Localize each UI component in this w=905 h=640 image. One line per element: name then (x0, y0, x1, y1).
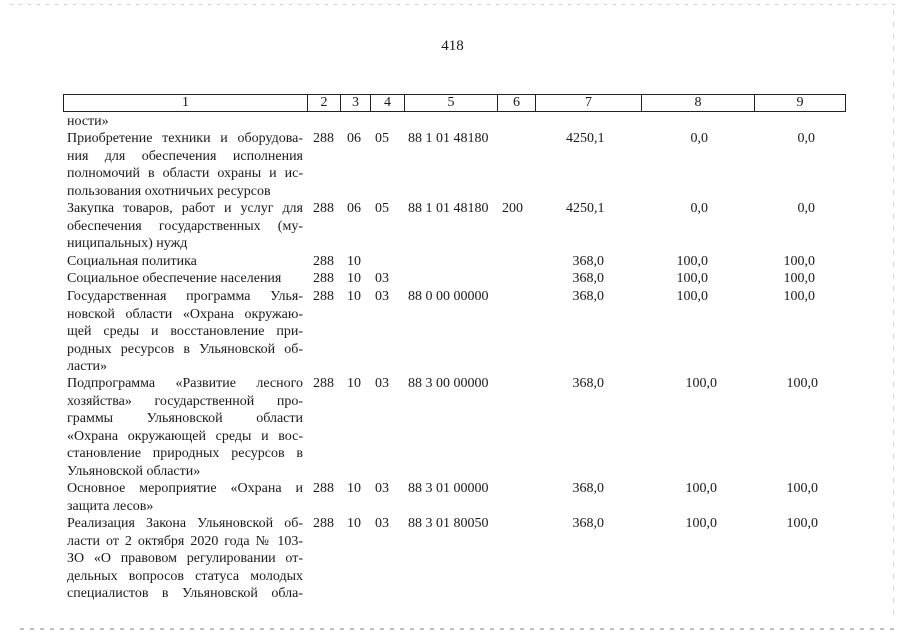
description-line: щей среды и восстановление при- (67, 324, 303, 339)
description-line: ности» (67, 114, 109, 129)
description-line: ласти» (67, 359, 108, 374)
description-line: Приобретение техники и оборудова- (67, 131, 303, 146)
cell-col-5: 88 0 00 00000 (408, 289, 489, 304)
cell-col-4: 03 (375, 376, 389, 391)
cell-col-5: 88 3 01 80050 (408, 516, 489, 531)
cell-col-4: 03 (375, 481, 389, 496)
description-line: специалистов в Ульяновской обла- (67, 586, 303, 601)
row-description (67, 253, 303, 271)
description-line: Социальное обеспечение населения (67, 271, 282, 286)
cell-col-2: 288 (313, 254, 334, 269)
description-line: Реализация Закона Ульяновской об- (67, 516, 303, 531)
cell-col-8: 0,0 (690, 201, 708, 216)
description-line: защита лесов» (67, 498, 154, 514)
header-col-5: 5 (405, 95, 498, 111)
description-line: ниципальных) нужд (67, 236, 188, 251)
description-line: ласти от 2 октября 2020 года № 103- (67, 533, 303, 549)
cell-col-2: 288 (313, 289, 334, 304)
cell-col-9: 0,0 (797, 131, 815, 146)
header-col-1: 1 (64, 95, 308, 111)
cell-col-6: 200 (502, 201, 523, 216)
description-line: «Охрана окружающей среды и вос- (67, 428, 303, 444)
description-line: Закупка товаров, работ и услуг для (67, 201, 303, 216)
cell-col-7: 4250,1 (566, 131, 605, 146)
table-header-row (63, 94, 846, 112)
cell-col-9: 0,0 (797, 201, 815, 216)
cell-col-9: 100,0 (786, 516, 818, 531)
cell-col-3: 10 (347, 289, 361, 304)
description-line: Подпрограмма «Развитие лесного (67, 376, 303, 391)
row-description (67, 130, 303, 200)
cell-col-2: 288 (313, 201, 334, 216)
row-description (67, 375, 303, 480)
header-col-6: 6 (498, 95, 536, 111)
description-line: обеспечения государственных (му- (67, 218, 303, 234)
header-col-9: 9 (796, 95, 804, 110)
header-col-3: 3 (341, 95, 371, 111)
description-line: граммы Ульяновской области (67, 411, 303, 426)
description-line: пользования охотничьих ресурсов (67, 183, 271, 199)
row-description (67, 515, 303, 603)
row-description (67, 113, 303, 131)
description-line: хозяйства» государственной про- (67, 393, 303, 409)
cell-col-8: 100,0 (676, 289, 708, 304)
cell-col-4: 03 (375, 271, 389, 286)
cell-col-5: 88 1 01 48180 (408, 201, 489, 216)
cell-col-7: 368,0 (572, 289, 604, 304)
cell-col-7: 368,0 (572, 254, 604, 269)
description-line: дельных вопросов статуса молодых (67, 568, 303, 584)
cell-col-2: 288 (313, 271, 334, 286)
description-line: ния для обеспечения исполнения (67, 148, 303, 164)
cell-col-3: 06 (347, 131, 361, 146)
cell-col-4: 03 (375, 516, 389, 531)
cell-col-4: 03 (375, 289, 389, 304)
row-description (67, 200, 303, 253)
cell-col-7: 368,0 (572, 516, 604, 531)
cell-col-8: 0,0 (690, 131, 708, 146)
description-line: ЗО «О правовом регулировании от- (67, 551, 303, 566)
cell-col-3: 10 (347, 376, 361, 391)
description-line: Основное мероприятие «Охрана и (67, 481, 303, 496)
page-number: 418 (441, 38, 464, 54)
cell-col-9: 100,0 (783, 254, 815, 269)
cell-col-2: 288 (313, 131, 334, 146)
cell-col-9: 100,0 (786, 376, 818, 391)
cell-col-7: 368,0 (572, 481, 604, 496)
cell-col-3: 10 (347, 254, 361, 269)
description-line: Государственная программа Улья- (67, 289, 303, 304)
description-line: становление природных ресурсов в (67, 446, 303, 461)
cell-col-7: 368,0 (572, 376, 604, 391)
cell-col-5: 88 1 01 48180 (408, 131, 489, 146)
cell-col-8: 100,0 (685, 516, 717, 531)
cell-col-3: 10 (347, 516, 361, 531)
cell-col-9: 100,0 (783, 289, 815, 304)
description-line: Социальная политика (67, 254, 197, 269)
cell-col-4: 05 (375, 201, 389, 216)
cell-col-8: 100,0 (685, 481, 717, 496)
cell-col-4: 05 (375, 131, 389, 146)
row-description (67, 270, 303, 288)
cell-col-2: 288 (313, 481, 334, 496)
cell-col-9: 100,0 (786, 481, 818, 496)
scan-edge-top (10, 4, 895, 5)
cell-col-3: 06 (347, 201, 361, 216)
cell-col-9: 100,0 (783, 271, 815, 286)
cell-col-7: 4250,1 (566, 201, 605, 216)
cell-col-8: 100,0 (676, 271, 708, 286)
cell-col-5: 88 3 01 00000 (408, 481, 489, 496)
header-col-4: 4 (371, 95, 405, 111)
cell-col-7: 368,0 (572, 271, 604, 286)
cell-col-2: 288 (313, 516, 334, 531)
header-col-2: 2 (308, 95, 341, 111)
cell-col-8: 100,0 (676, 254, 708, 269)
description-line: Ульяновской области» (67, 463, 201, 479)
description-line: новской области «Охрана окружаю- (67, 306, 303, 322)
cell-col-8: 100,0 (685, 376, 717, 391)
scan-edge-bottom (20, 628, 895, 630)
scan-edge-right (893, 10, 894, 620)
cell-col-3: 10 (347, 271, 361, 286)
cell-col-5: 88 3 00 00000 (408, 376, 489, 391)
description-line: полномочий в области охраны и ис- (67, 166, 303, 181)
header-col-7: 7 (536, 95, 642, 111)
cell-col-2: 288 (313, 376, 334, 391)
row-description (67, 480, 303, 515)
row-description (67, 288, 303, 376)
description-line: родных ресурсов в Ульяновской об- (67, 341, 303, 357)
cell-col-3: 10 (347, 481, 361, 496)
header-col-8: 8 (642, 95, 755, 111)
